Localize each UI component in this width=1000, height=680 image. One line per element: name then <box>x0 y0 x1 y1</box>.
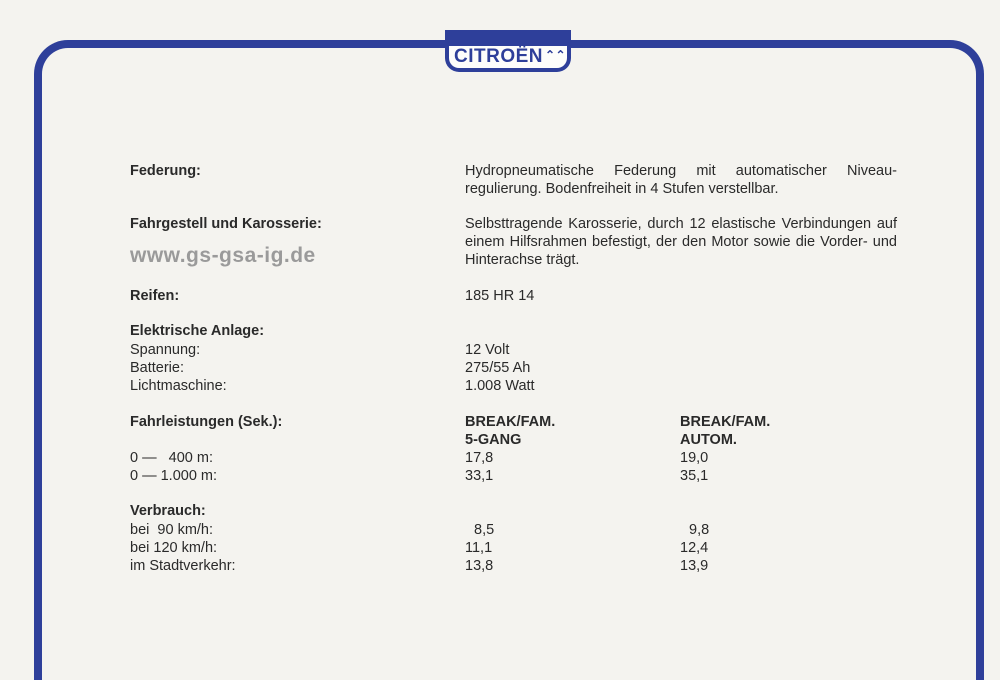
verbrauch-stadt-v2: 13,9 <box>680 558 709 574</box>
verbrauch-label: Verbrauch: <box>130 503 206 519</box>
spannung-label: Spannung: <box>130 342 201 358</box>
verbrauch-120-label: bei 120 km/h: <box>130 540 218 556</box>
lichtmaschine-value: 1.008 Watt <box>465 378 535 394</box>
fahrleistungen-label: Fahrleistungen (Sek.): <box>130 414 283 430</box>
fahrgestell-label: Fahrgestell und Karosserie: <box>130 216 322 232</box>
federung-label: Federung: <box>130 163 201 179</box>
elektrik-label: Elektrische Anlage: <box>130 323 265 339</box>
col1-header-line1: BREAK/FAM. <box>465 414 556 430</box>
double-chevron-icon: ⌃⌃ <box>545 48 567 62</box>
brand-name: CITROËN <box>454 46 543 67</box>
fahrgestell-text: Selbsttragende Karosserie, durch 12 elastische Verbindungen auf einem Hilfsrahmen befestigt, der den Motor sowie die Vorder- und Hinterachse trägt. <box>465 216 897 268</box>
col1-header-line2: 5-GANG <box>465 432 522 448</box>
verbrauch-120-v1: 11,1 <box>465 540 493 556</box>
verbrauch-90-v1: 8,5 <box>474 522 495 538</box>
citroen-logo <box>454 46 566 68</box>
col2-header-line1: BREAK/FAM. <box>680 414 771 430</box>
verbrauch-90-v2: 9,8 <box>689 522 710 538</box>
federung-text: Hydropneumatische Federung mit automatischer Niveau-regulierung. Bodenfreiheit in 4 Stufen verstellbar. <box>465 163 897 197</box>
row-400m-label: 0 — 400 m: <box>130 450 214 466</box>
row-400m-v2: 19,0 <box>680 450 709 466</box>
batterie-label: Batterie: <box>130 360 184 376</box>
row-1000m-v2: 35,1 <box>680 468 709 484</box>
verbrauch-120-v2: 12,4 <box>680 540 709 556</box>
watermark: www.gs-gsa-ig.de <box>130 244 316 267</box>
verbrauch-90-label: bei 90 km/h: <box>130 522 214 538</box>
reifen-label: Reifen: <box>130 288 180 304</box>
verbrauch-stadt-label: im Stadtverkehr: <box>130 558 236 574</box>
reifen-value: 185 HR 14 <box>465 288 535 304</box>
col2-header-line2: AUTOM. <box>680 432 737 448</box>
batterie-value: 275/55 Ah <box>465 360 531 376</box>
row-1000m-v1: 33,1 <box>465 468 494 484</box>
verbrauch-stadt-v1: 13,8 <box>465 558 494 574</box>
row-400m-v1: 17,8 <box>465 450 494 466</box>
spannung-value: 12 Volt <box>465 342 510 358</box>
row-1000m-label: 0 — 1.000 m: <box>130 468 218 484</box>
lichtmaschine-label: Lichtmaschine: <box>130 378 227 394</box>
